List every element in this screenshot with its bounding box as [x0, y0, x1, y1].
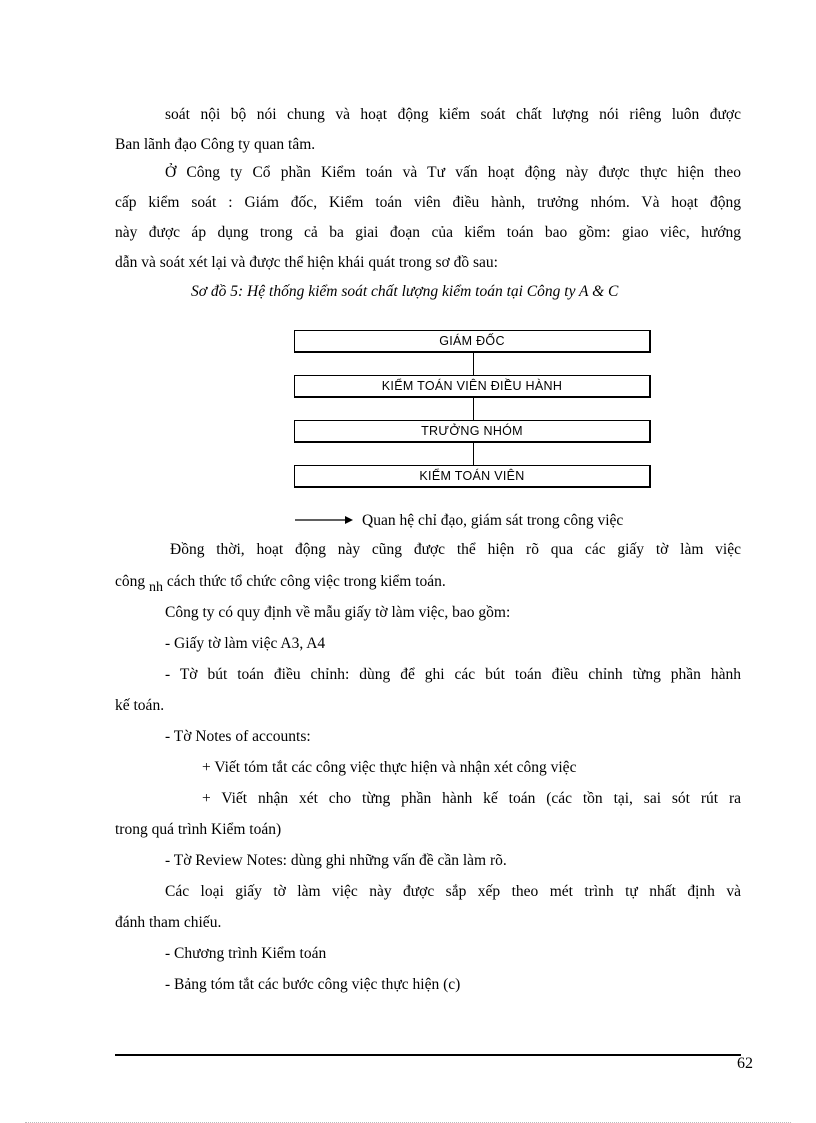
diagram-caption: Sơ đồ 5: Hệ thống kiểm soát chất lượng kiểm toán tại Công ty A & C — [191, 283, 619, 300]
paragraph2-line3: này được áp dụng trong cả ba giai đoạn của kiểm toán bao gồm: giao viêc, hướng — [115, 224, 741, 241]
diagram-legend: Quan hệ chỉ đạo, giám sát trong công việc — [362, 512, 624, 529]
list2-item-1: - Chương trình Kiểm toán — [165, 945, 327, 962]
paragraph2-line4: dẫn và soát xét lại và được thể hiện khái quát trong sơ đồ sau: — [115, 254, 498, 271]
connector-line — [473, 397, 474, 420]
sub-item-1: + Viết tóm tắt các công việc thực hiện và nhận xét công việc — [202, 759, 577, 776]
box-ktv-dieu-hanh: KIỂM TOÁN VIÊN ĐIỀU HÀNH — [294, 375, 651, 398]
sub-item-2-line2: trong quá trình Kiểm toán) — [115, 821, 282, 838]
connector-line — [473, 442, 474, 466]
paragraph3-rest: cách thức tổ chức công việc trong kiểm toán. — [166, 573, 446, 590]
box-truong-nhom: TRƯỞNG NHÓM — [294, 420, 651, 443]
paragraph5-line2: đánh tham chiếu. — [115, 914, 222, 931]
paragraph1-line2: Ban lãnh đạo Công ty quan tâm. — [115, 136, 316, 153]
list-item-2-line1: - Tờ bút toán điều chỉnh: dùng để ghi các bút toán điều chỉnh từng phần hành — [165, 666, 741, 683]
list-item-2-line2: kế toán. — [115, 697, 165, 714]
paragraph4: Công ty có quy định về mẫu giấy tờ làm việc, bao gồm: — [165, 604, 511, 621]
paragraph2-line1: Ở Công ty Cổ phần Kiểm toán và Tư vấn hoạt động này được thực hiện theo — [165, 164, 741, 181]
list-item-4: - Tờ Review Notes: dùng ghi những vấn đề cần làm rõ. — [165, 852, 507, 869]
connector-line — [473, 352, 474, 375]
legend-arrow-icon — [295, 514, 357, 526]
sub-item-2-line1: + Viết nhận xét cho từng phần hành kế toán (các tồn tại, sai sót rút ra — [202, 790, 741, 807]
paragraph5-line1: Các loại giấy tờ làm việc này được sắp xếp theo mét trình tự nhất định và — [165, 883, 741, 900]
paragraph3-fragment: nh — [149, 580, 164, 595]
list2-item-2: - Bảng tóm tắt các bước công việc thực hiện (c) — [165, 976, 461, 993]
footer-rule — [115, 1054, 741, 1056]
paragraph3-line1: Đồng thời, hoạt động này cũng được thể hiện rõ qua các giấy tờ làm việc — [170, 541, 741, 558]
paragraph1-line1: soát nội bộ nói chung và hoạt động kiểm soát chất lượng nói riêng luôn được — [165, 106, 741, 123]
paragraph2-line2: cấp kiểm soát : Giám đốc, Kiểm toán viên điều hành, trưởng nhóm. Và hoạt động — [115, 194, 741, 211]
list-item-1: - Giấy tờ làm việc A3, A4 — [165, 635, 326, 652]
box-kiem-toan-vien: KIỂM TOÁN VIÊN — [294, 465, 651, 488]
paragraph3-line2 — [115, 573, 446, 595]
box-giam-doc: GIÁM ĐỐC — [294, 330, 651, 353]
list-item-3: - Tờ Notes of accounts: — [165, 728, 311, 745]
paragraph3-word: công — [115, 573, 146, 590]
page-number: 62 — [737, 1055, 753, 1072]
